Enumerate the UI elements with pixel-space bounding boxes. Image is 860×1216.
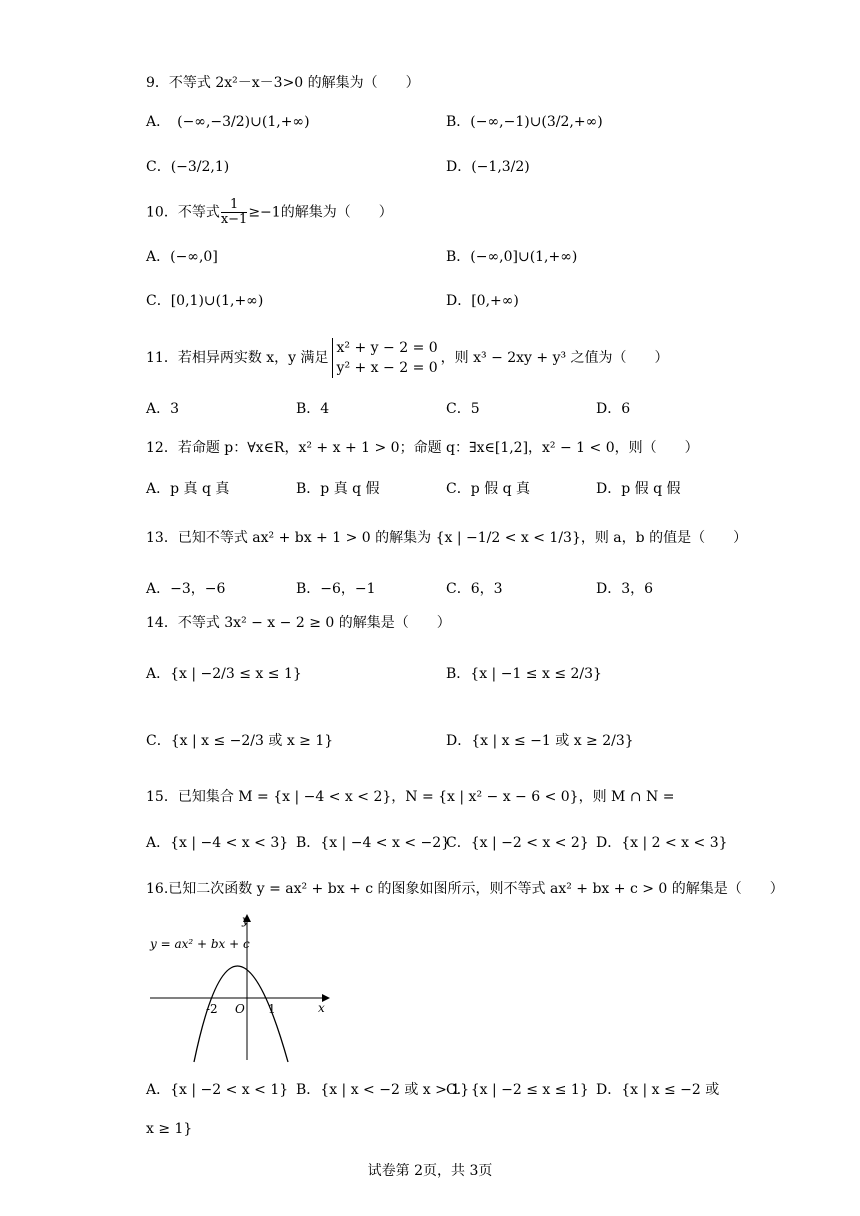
q15-option-d: D．{x | 2 < x < 3} bbox=[596, 835, 728, 851]
q10-option-b: B．(−∞,0]∪(1,+∞) bbox=[446, 249, 578, 265]
q14-option-b: B．{x | −1 ≤ x ≤ 2/3} bbox=[446, 666, 602, 682]
q11-option-d: D．6 bbox=[596, 401, 631, 417]
q15-option-c: C．{x | −2 < x < 2} bbox=[446, 835, 589, 851]
q13-option-a: A．−3，−6 bbox=[146, 581, 226, 597]
q10-stem-post: ≥−1的解集为（ ） bbox=[248, 204, 393, 221]
q16-option-c: C．{x | −2 ≤ x ≤ 1} bbox=[446, 1082, 589, 1098]
tick-one: 1 bbox=[268, 1002, 276, 1016]
q13-option-d: D．3，6 bbox=[596, 581, 654, 597]
q12-option-c: C．p 假 q 真 bbox=[446, 481, 530, 497]
q13-option-c: C．6，3 bbox=[446, 581, 503, 597]
q16-option-d: D．{x | x ≤ −2 或 bbox=[596, 1082, 720, 1098]
q12-stem: 12．若命题 p：∀x∈R，x² + x + 1 > 0；命题 q：∃x∈[1,2]，x² − 1 < 0，则（ ） bbox=[146, 440, 699, 456]
q11-equation-system bbox=[332, 338, 438, 378]
function-label: y = ax² + bx + c bbox=[150, 937, 250, 951]
q16-option-a: A．{x | −2 < x < 1} bbox=[146, 1082, 289, 1098]
origin-label: O bbox=[235, 1002, 245, 1016]
q10-stem bbox=[146, 198, 393, 227]
q13-stem: 13．已知不等式 ax² + bx + 1 > 0 的解集为 {x | −1/2 < x < 1/3}，则 a，b 的值是（ ） bbox=[146, 530, 748, 546]
q10-fraction bbox=[221, 198, 248, 227]
q11-eq2: y² + x − 2 = 0 bbox=[336, 360, 438, 376]
q12-option-b: B．p 真 q 假 bbox=[296, 481, 380, 497]
q11-option-a: A．3 bbox=[146, 401, 180, 417]
y-axis-label: y bbox=[242, 913, 249, 927]
page-footer: 试卷第 2页，共 3页 bbox=[367, 1163, 493, 1179]
q10-option-a: A．(−∞,0] bbox=[146, 249, 218, 265]
tick-neg-two: -2 bbox=[206, 1002, 218, 1016]
q11-option-c: C．5 bbox=[446, 401, 480, 417]
q9-stem: 9．不等式 2x²－x－3>0 的解集为（ ） bbox=[146, 75, 420, 91]
q12-option-d: D．p 假 q 假 bbox=[596, 481, 681, 497]
q14-option-d: D．{x | x ≤ −1 或 x ≥ 2/3} bbox=[446, 733, 634, 749]
q15-option-b: B．{x | −4 < x < −2} bbox=[296, 835, 451, 851]
q16-parabola-graph bbox=[146, 910, 336, 1065]
x-axis-label: x bbox=[318, 1001, 325, 1015]
q10-stem-pre: 10．不等式 bbox=[146, 204, 220, 221]
q16-option-d-continued: x ≥ 1} bbox=[146, 1121, 193, 1137]
q11-eq1: x² + y − 2 = 0 bbox=[336, 340, 438, 356]
q10-frac-num: 1 bbox=[221, 198, 248, 213]
q15-stem: 15．已知集合 M = {x | −4 < x < 2}，N = {x | x² − x − 6 < 0}，则 M ∩ N = bbox=[146, 789, 675, 805]
q10-frac-den: x−1 bbox=[220, 212, 248, 227]
q11-stem-post: ，则 x³ − 2xy + y³ 之值为（ ） bbox=[440, 350, 669, 366]
q9-option-d: D．(−1,3/2) bbox=[446, 159, 530, 175]
q11-stem bbox=[146, 338, 669, 378]
q9-option-b: B．(−∞,−1)∪(3/2,+∞) bbox=[446, 114, 603, 130]
q11-option-b: B．4 bbox=[296, 401, 330, 417]
q10-option-c: C．[0,1)∪(1,+∞) bbox=[146, 293, 264, 309]
q16-stem: 16.已知二次函数 y = ax² + bx + c 的图象如图所示，则不等式 ax² + bx + c > 0 的解集是（ ） bbox=[146, 881, 784, 897]
q14-option-c: C．{x | x ≤ −2/3 或 x ≥ 1} bbox=[146, 733, 334, 749]
q10-option-d: D．[0,+∞) bbox=[446, 293, 519, 309]
q15-option-a: A．{x | −4 < x < 3} bbox=[146, 835, 289, 851]
q16-option-b: B．{x | x < −2 或 x > 1} bbox=[296, 1082, 470, 1098]
q11-stem-pre: 11．若相异两实数 x，y 满足 bbox=[146, 350, 329, 366]
q14-option-a: A．{x | −2/3 ≤ x ≤ 1} bbox=[146, 666, 302, 682]
q9-option-c: C．(−3/2,1) bbox=[146, 159, 230, 175]
q14-stem: 14．不等式 3x² − x − 2 ≥ 0 的解集是（ ） bbox=[146, 615, 451, 631]
q9-option-a: A． (−∞,−3/2)∪(1,+∞) bbox=[146, 114, 310, 130]
q13-option-b: B．−6，−1 bbox=[296, 581, 376, 597]
q12-option-a: A．p 真 q 真 bbox=[146, 481, 230, 497]
